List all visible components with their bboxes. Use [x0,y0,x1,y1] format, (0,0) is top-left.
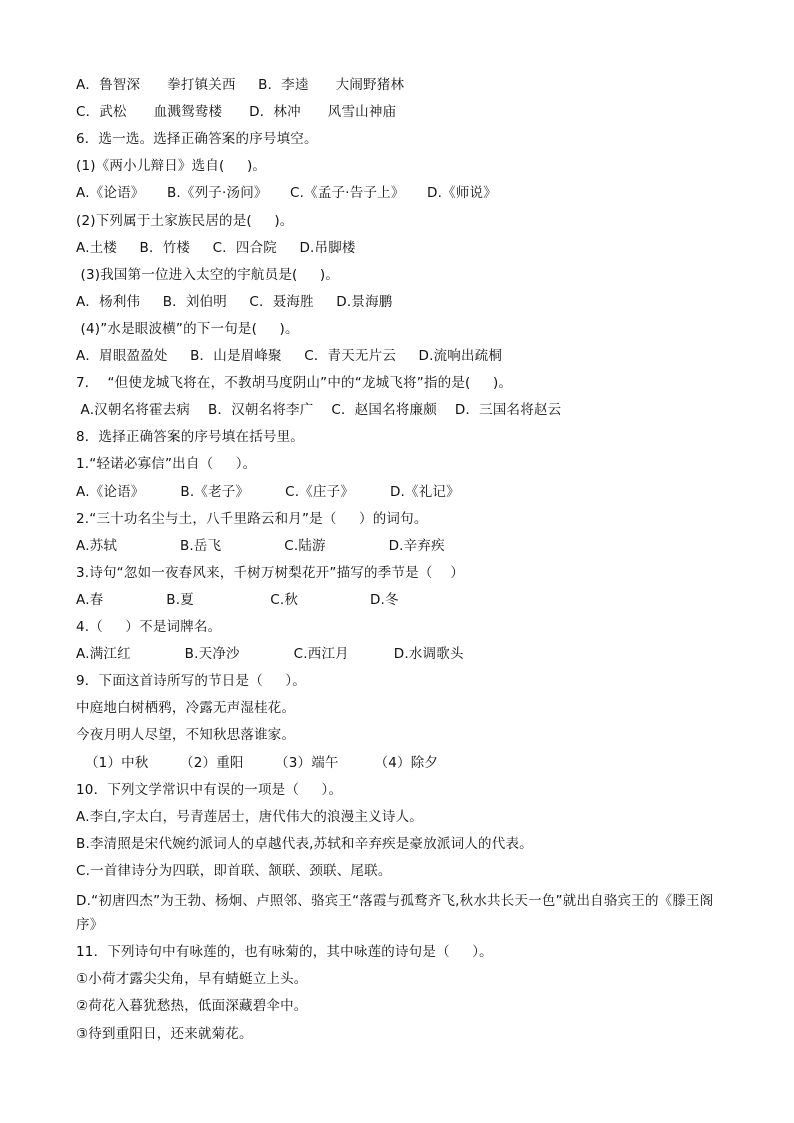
text-line: A．眉眼盈盈处 B．山是眉峰聚 C．青天无片云 D.流响出疏桐 [76,348,503,364]
text-line: A.汉朝名将霍去病 B．汉朝名将李广 C．赵国名将廉颇 D．三国名将赵云 [76,402,562,419]
text-line: A.春 B.夏 C.秋 D.冬 [76,591,399,608]
text-line: 10．下列文学常识中有误的一项是（ ）。 [76,781,343,798]
text-line: 2.“三十功名尘与土，八千里路云和月”是（ ）的词句。 [76,510,428,527]
text-line: D.“初唐四杰”为王勃、杨炯、卢照邻、骆宾王“落霞与孤鹜齐飞,秋水共长天一色”就出自骆宾王的《滕王阁序》 [76,893,714,933]
text-line: (1)《两小儿辩日》选自( )。 [76,158,267,175]
text-line: A．鲁智深 拳打镇关西 B．李逵 大闹野猪林 [76,77,405,93]
text-line: A.《论语》 B.《老子》 C.《庄子》 D.《礼记》 [76,483,460,500]
text-line: C.一首律诗分为四联，即首联、颔联、颈联、尾联。 [76,862,392,879]
text-line: (2)下列属于土家族民居的是( )。 [76,212,294,229]
text-line: A.《论语》 B.《列子·汤问》 C.《孟子·告子上》 D.《师说》 [76,185,497,202]
text-line: ③待到重阳日，还来就菊花。 [76,1025,253,1042]
text-line: 今夜月明人尽望，不知秋思落谁家。 [76,727,296,744]
text-line: A．杨利伟 B．刘伯明 C．聂海胜 D.景海鹏 [76,293,393,310]
text-line: C．武松 血溅鸳鸯楼 D．林冲 风雪山神庙 [76,104,397,121]
text-line: （1）中秋 （2）重阳 （3）端午 （4）除夕 [76,754,439,771]
text-line: A.土楼 B．竹楼 C．四合院 D.吊脚楼 [76,239,356,256]
text-line: A.李白,字太白，号青莲居士，唐代伟大的浪漫主义诗人。 [76,808,423,825]
text-line: 11．下列诗句中有咏莲的，也有咏菊的，其中咏莲的诗句是（ ）。 [76,944,493,961]
text-line: A.苏轼 B.岳飞 C.陆游 D.辛弃疾 [76,537,445,554]
text-line: (3)我国第一位进入太空的宇航员是( )。 [76,266,340,283]
text-line: 7． “但使龙城飞将在，不教胡马度阴山”中的“龙城飞将”指的是( )。 [76,375,513,392]
text-line: 中庭地白树栖鸦，冷露无声湿桂花。 [76,700,296,717]
text-line: B.李清照是宋代婉约派词人的卓越代表,苏轼和辛弃疾是豪放派词人的代表。 [76,835,533,852]
text-line: 3.诗句“忽如一夜春风来，千树万树梨花开”描写的季节是（ ） [76,564,465,581]
text-line: 4.（ ）不是词牌名。 [76,619,222,635]
text-line: ②荷花入暮犹愁热，低面深藏碧伞中。 [76,998,308,1015]
text-line: 8．选择正确答案的序号填在括号里。 [76,429,304,446]
text-line: (4)”水是眼波横”的下一句是( )。 [76,320,299,337]
text-line: 1.“轻诺必寡信”出自（ ）。 [76,456,257,473]
text-line: 9．下面这首诗所写的节日是（ ）。 [76,673,306,690]
text-line: 6．选一选。选择正确答案的序号填空。 [76,131,318,148]
text-line: ①小荷才露尖尖角，早有蜻蜓立上头。 [76,971,308,988]
text-line: A.满江红 B.天净沙 C.西江月 D.水调歌头 [76,646,464,663]
